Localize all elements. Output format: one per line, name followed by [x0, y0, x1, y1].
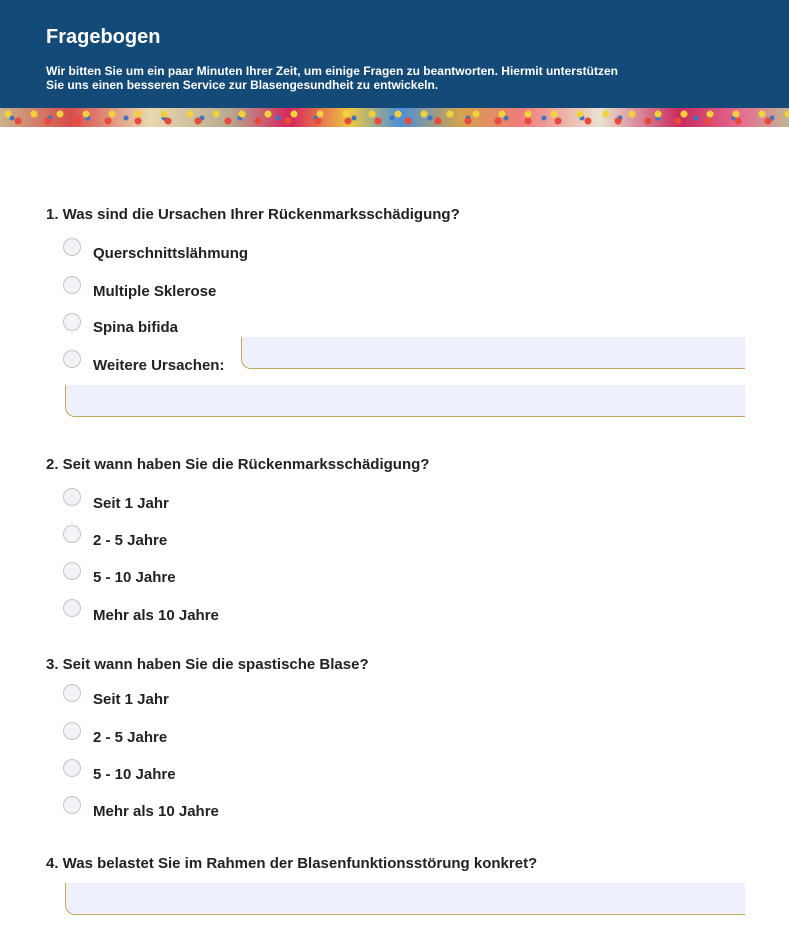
- q2-option-label: 5 - 10 Jahre: [93, 569, 176, 586]
- intro-line-2: Sie uns einen besseren Service zur Blasengesundheit zu entwickeln.: [46, 78, 439, 92]
- intro-text: [46, 64, 726, 92]
- q1-option-label: Querschnittslähmung: [93, 245, 249, 262]
- q2-radio-mehr-als-10-jahre[interactable]: [63, 599, 81, 617]
- q1-option-label: Multiple Sklerose: [93, 283, 217, 300]
- q3-radio-mehr-als-10-jahre[interactable]: [63, 796, 81, 814]
- q2-option-label: Seit 1 Jahr: [93, 495, 169, 512]
- floral-banner: [0, 108, 789, 127]
- weitere-ursachen-input[interactable]: [241, 337, 745, 369]
- q1-radio-multiple-sklerose[interactable]: [63, 276, 81, 294]
- question-2-title: 2. Seit wann haben Sie die Rückenmarksschädigung?: [46, 456, 430, 473]
- q2-option-label: Mehr als 10 Jahre: [93, 607, 219, 624]
- q3-option-label: Seit 1 Jahr: [93, 691, 169, 708]
- q2-option-label: 2 - 5 Jahre: [93, 532, 168, 549]
- q2-radio-5-10-jahre[interactable]: [63, 562, 81, 580]
- q4-answer-textfield[interactable]: [65, 883, 745, 915]
- intro-line-1: Wir bitten Sie um ein paar Minuten Ihrer Zeit, um einige Fragen zu beantworten. Hiermit unterstützen: [46, 64, 618, 78]
- q3-option-label: 2 - 5 Jahre: [93, 729, 168, 746]
- question-3-title: 3. Seit wann haben Sie die spastische Blase?: [46, 656, 369, 673]
- page-title: Fragebogen: [46, 26, 161, 48]
- q3-option-label: 5 - 10 Jahre: [93, 766, 176, 783]
- q2-radio-seit-1-jahr[interactable]: [63, 488, 81, 506]
- question-1-title: 1. Was sind die Ursachen Ihrer Rückenmarksschädigung?: [46, 206, 460, 223]
- q3-option-label: Mehr als 10 Jahre: [93, 803, 219, 820]
- q1-option-label: Spina bifida: [93, 319, 179, 336]
- q1-additional-textfield[interactable]: [65, 385, 745, 417]
- q3-radio-5-10-jahre[interactable]: [63, 759, 81, 777]
- q1-option-label: Weitere Ursachen:: [93, 357, 225, 374]
- q1-radio-weitere-ursachen[interactable]: [63, 350, 81, 368]
- q3-radio-seit-1-jahr[interactable]: [63, 684, 81, 702]
- q1-radio-querschnittslaehmung[interactable]: [63, 238, 81, 256]
- question-4-title: 4. Was belastet Sie im Rahmen der Blasenfunktionsstörung konkret?: [46, 855, 538, 872]
- header: [0, 0, 789, 108]
- q2-radio-2-5-jahre[interactable]: [63, 525, 81, 543]
- q1-radio-spina-bifida[interactable]: [63, 313, 81, 331]
- q3-radio-2-5-jahre[interactable]: [63, 722, 81, 740]
